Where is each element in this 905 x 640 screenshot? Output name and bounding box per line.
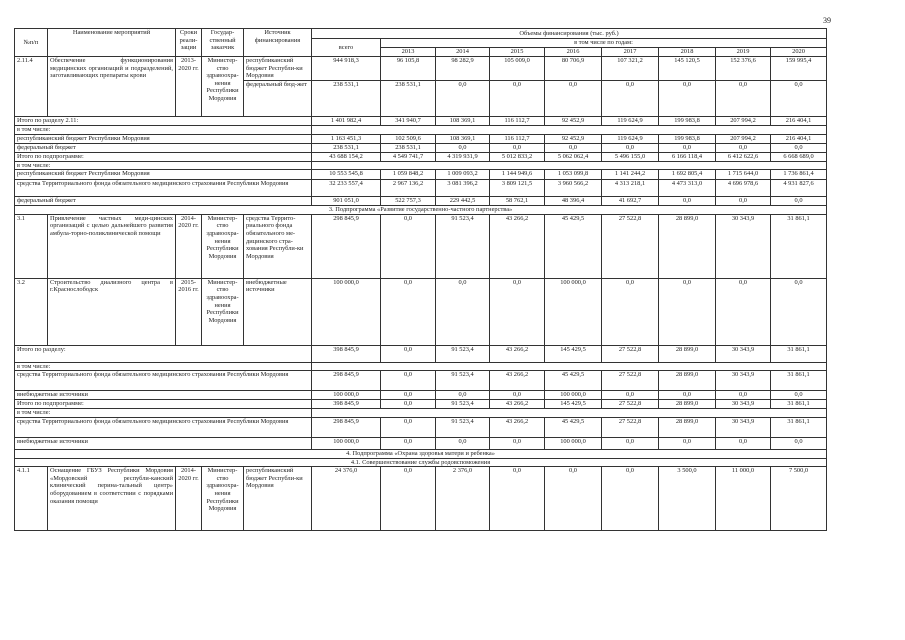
year-value-cell: 100 000,0 — [545, 437, 602, 449]
year-value-cell: 30 343,9 — [716, 400, 771, 409]
year-value-cell: 1 009 093,2 — [436, 170, 490, 180]
year-value-cell: 3 809 121,5 — [490, 180, 545, 197]
year-value-cell: 0,0 — [659, 81, 716, 117]
row-label: в том числе: — [15, 161, 312, 170]
row-label: средства Территориального фонда обязательного медицинского страхования Республики Мордовия — [15, 371, 312, 391]
row-label: Итого по подпрограмме: — [15, 400, 312, 409]
year-value-cell: 4 549 741,7 — [381, 152, 436, 161]
year-value-cell: 6 166 118,4 — [659, 152, 716, 161]
year-value-cell: 28 899,0 — [659, 371, 716, 391]
year-value-cell: 152 376,6 — [716, 57, 771, 81]
total-value-cell: 1 163 451,3 — [312, 134, 381, 143]
item-number: 3.2 — [15, 278, 48, 345]
year-value-cell: 0,0 — [436, 437, 490, 449]
row-label: Итого по подпрограмме: — [15, 152, 312, 161]
year-value-cell: 27 522,8 — [602, 214, 659, 278]
year-value-cell: 0,0 — [602, 278, 659, 345]
year-value-cell: 145 429,5 — [545, 345, 602, 362]
row-label: внебюджетные источники — [15, 391, 312, 400]
item-source: республиканский бюджет Республи-ки Мордовия — [244, 467, 312, 531]
year-value-cell: 0,0 — [381, 417, 436, 437]
year-header: 2015 — [490, 48, 545, 57]
year-value-cell: 5 012 833,2 — [490, 152, 545, 161]
year-value-cell: 116 112,7 — [490, 134, 545, 143]
year-value-cell: 27 522,8 — [602, 417, 659, 437]
col-by-years-header: в том числе по годам: — [381, 39, 827, 48]
year-value-cell: 119 624,9 — [602, 134, 659, 143]
incl-row — [15, 409, 827, 418]
total-value-cell: 944 918,3 — [312, 57, 381, 81]
year-value-cell: 31 861,1 — [771, 400, 827, 409]
row-label: федеральный бюджет — [15, 197, 312, 206]
year-value-cell: 0,0 — [381, 467, 436, 531]
year-value-cell: 2 967 136,2 — [381, 180, 436, 197]
year-value-cell: 4 319 931,9 — [436, 152, 490, 161]
year-value-cell: 145 429,5 — [545, 400, 602, 409]
year-value-cell: 30 343,9 — [716, 214, 771, 278]
row-label: средства Территориального фонда обязательного медицинского страхования Республики Мордовия — [15, 180, 312, 197]
total-value-cell: 398 845,9 — [312, 400, 381, 409]
year-value-cell: 92 452,9 — [545, 117, 602, 126]
item-executor: Министер-ство здравоохра-нения Республики Мордовия — [202, 214, 244, 278]
year-value-cell: 28 899,0 — [659, 345, 716, 362]
year-value-cell: 0,0 — [659, 197, 716, 206]
total-breakdown-row — [15, 391, 827, 400]
col-executor-header: Государ-ственный заказчик — [202, 29, 244, 57]
col-total-header: всего — [312, 39, 381, 57]
total-value-cell: 43 688 154,2 — [312, 152, 381, 161]
year-value-cell: 0,0 — [716, 278, 771, 345]
incl-row — [15, 362, 827, 371]
year-value-cell: 0,0 — [490, 143, 545, 152]
subprogram-title: 4. Подпрограмма «Охрана здоровья матери и ребенка» — [15, 449, 827, 458]
year-value-cell: 0,0 — [490, 391, 545, 400]
year-value-cell: 0,0 — [716, 143, 771, 152]
year-header: 2020 — [771, 48, 827, 57]
row-label: Итого по разделу 2.11: — [15, 117, 312, 126]
year-value-cell: 100 000,0 — [545, 278, 602, 345]
item-source: средства Террито-риального фонда обязательного ме-дицинского стра-хования Республи-ки Мордовия — [244, 214, 312, 278]
year-value-cell: 116 112,7 — [490, 117, 545, 126]
year-value-cell: 0,0 — [436, 278, 490, 345]
year-header: 2013 — [381, 48, 436, 57]
row-label: в том числе: — [15, 409, 312, 418]
year-value-cell: 216 404,1 — [771, 117, 827, 126]
total-value-cell: 238 531,1 — [312, 143, 381, 152]
total-breakdown-row — [15, 371, 827, 391]
row-label: в том числе: — [15, 126, 312, 135]
year-value-cell: 1 692 805,4 — [659, 170, 716, 180]
page-number: 39 — [823, 16, 831, 25]
year-value-cell: 30 343,9 — [716, 417, 771, 437]
total-value-cell: 10 553 545,8 — [312, 170, 381, 180]
year-value-cell: 5 062 062,4 — [545, 152, 602, 161]
section-total-row — [15, 117, 827, 126]
year-value-cell: 0,0 — [771, 197, 827, 206]
empty-cell — [312, 126, 827, 135]
year-value-cell: 238 531,1 — [381, 81, 436, 117]
total-value-cell: 1 401 982,4 — [312, 117, 381, 126]
year-value-cell: 207 994,2 — [716, 117, 771, 126]
year-value-cell: 0,0 — [771, 391, 827, 400]
year-value-cell: 238 531,1 — [381, 143, 436, 152]
year-value-cell: 119 624,9 — [602, 117, 659, 126]
year-value-cell: 1 144 949,6 — [490, 170, 545, 180]
empty-cell — [312, 362, 827, 371]
year-value-cell: 107 321,2 — [602, 57, 659, 81]
year-value-cell: 91 523,4 — [436, 417, 490, 437]
year-value-cell: 0,0 — [381, 278, 436, 345]
col-terms-header: Сроки реали-зации — [176, 29, 202, 57]
row-2-11-4 — [15, 57, 827, 81]
year-value-cell: 0,0 — [490, 437, 545, 449]
year-value-cell: 3 081 396,2 — [436, 180, 490, 197]
year-value-cell: 1 059 848,2 — [381, 170, 436, 180]
year-value-cell: 11 000,0 — [716, 467, 771, 531]
total-breakdown-row — [15, 143, 827, 152]
year-value-cell: 100 000,0 — [545, 391, 602, 400]
item-name: Обеспечение функционирования медицинских организаций и подразделений, заготавливающих препараты крови — [48, 57, 176, 117]
year-value-cell: 0,0 — [490, 278, 545, 345]
year-value-cell: 0,0 — [716, 437, 771, 449]
year-value-cell: 207 994,2 — [716, 134, 771, 143]
incl-row — [15, 161, 827, 170]
year-value-cell: 30 343,9 — [716, 345, 771, 362]
year-value-cell: 0,0 — [659, 437, 716, 449]
section-title-row — [15, 458, 827, 467]
year-value-cell: 0,0 — [436, 81, 490, 117]
subprogram-title: 3. Подпрограмма «Развитие государственно-частного партнерства» — [15, 206, 827, 215]
item-number: 3.1 — [15, 214, 48, 278]
year-value-cell: 5 496 155,0 — [602, 152, 659, 161]
year-value-cell: 31 861,1 — [771, 214, 827, 278]
year-header: 2019 — [716, 48, 771, 57]
year-value-cell: 0,0 — [381, 345, 436, 362]
year-value-cell: 0,0 — [490, 81, 545, 117]
year-value-cell: 43 266,2 — [490, 214, 545, 278]
year-value-cell: 43 266,2 — [490, 345, 545, 362]
year-value-cell: 0,0 — [545, 81, 602, 117]
year-value-cell: 0,0 — [602, 437, 659, 449]
total-value-cell: 298 845,9 — [312, 417, 381, 437]
year-value-cell: 27 522,8 — [602, 371, 659, 391]
year-value-cell: 6 412 622,6 — [716, 152, 771, 161]
year-value-cell: 2 376,0 — [436, 467, 490, 531]
total-value-cell: 238 531,1 — [312, 81, 381, 117]
year-value-cell: 91 523,4 — [436, 371, 490, 391]
total-value-cell: 298 845,9 — [312, 214, 381, 278]
year-value-cell: 1 053 099,8 — [545, 170, 602, 180]
year-value-cell: 41 692,7 — [602, 197, 659, 206]
year-value-cell: 102 509,6 — [381, 134, 436, 143]
year-value-cell: 0,0 — [602, 143, 659, 152]
year-value-cell: 91 523,4 — [436, 400, 490, 409]
year-value-cell: 199 983,8 — [659, 134, 716, 143]
year-value-cell: 4 931 827,6 — [771, 180, 827, 197]
year-value-cell: 0,0 — [381, 400, 436, 409]
year-value-cell: 145 120,5 — [659, 57, 716, 81]
year-value-cell: 0,0 — [381, 391, 436, 400]
year-value-cell: 105 009,0 — [490, 57, 545, 81]
section-title: 4.1. Совершенствование службы родовспоможения — [15, 458, 827, 467]
year-value-cell: 4 313 218,1 — [602, 180, 659, 197]
year-value-cell: 58 762,1 — [490, 197, 545, 206]
year-value-cell: 30 343,9 — [716, 371, 771, 391]
year-value-cell: 96 105,8 — [381, 57, 436, 81]
year-value-cell: 216 404,1 — [771, 134, 827, 143]
total-breakdown-row — [15, 197, 827, 206]
year-value-cell: 43 266,2 — [490, 417, 545, 437]
year-value-cell: 0,0 — [771, 143, 827, 152]
item-source: республиканский бюджет Республи-ки Мордовия — [244, 57, 312, 81]
year-value-cell: 28 899,0 — [659, 214, 716, 278]
total-value-cell: 901 051,0 — [312, 197, 381, 206]
item-terms: 2014-2020 гг. — [176, 214, 202, 278]
empty-cell — [312, 161, 827, 170]
item-executor: Министер-ство здравоохра-нения Республики Мордовия — [202, 278, 244, 345]
row-label: федеральный бюджет — [15, 143, 312, 152]
year-value-cell: 31 861,1 — [771, 371, 827, 391]
item-terms: 2015-2016 гг. — [176, 278, 202, 345]
year-value-cell: 199 983,8 — [659, 117, 716, 126]
year-value-cell: 45 429,5 — [545, 371, 602, 391]
year-value-cell: 3 500,0 — [659, 467, 716, 531]
year-value-cell: 91 523,4 — [436, 345, 490, 362]
item-name: Строительство диализного центра в г.Краснослободск — [48, 278, 176, 345]
empty-cell — [312, 409, 827, 418]
year-value-cell: 0,0 — [716, 391, 771, 400]
total-breakdown-row — [15, 170, 827, 180]
year-value-cell: 0,0 — [771, 278, 827, 345]
item-terms: 2014-2020 гг. — [176, 467, 202, 531]
year-value-cell: 1 736 861,4 — [771, 170, 827, 180]
total-value-cell: 398 845,9 — [312, 345, 381, 362]
year-value-cell: 341 940,7 — [381, 117, 436, 126]
year-value-cell: 43 266,2 — [490, 371, 545, 391]
row-label: в том числе: — [15, 362, 312, 371]
item-number: 4.1.1 — [15, 467, 48, 531]
year-value-cell: 0,0 — [381, 437, 436, 449]
row-label: республиканский бюджет Республики Мордовия — [15, 134, 312, 143]
year-value-cell: 1 715 644,0 — [716, 170, 771, 180]
year-value-cell: 45 429,5 — [545, 417, 602, 437]
item-executor: Министер-ство здравоохра-нения Республики Мордовия — [202, 57, 244, 117]
year-value-cell: 0,0 — [545, 467, 602, 531]
year-value-cell: 31 861,1 — [771, 417, 827, 437]
year-value-cell: 0,0 — [771, 437, 827, 449]
total-breakdown-row — [15, 180, 827, 197]
year-value-cell: 98 282,9 — [436, 57, 490, 81]
total-breakdown-row — [15, 134, 827, 143]
year-value-cell: 108 369,1 — [436, 117, 490, 126]
item-source: федеральный бюд-жет — [244, 81, 312, 117]
year-value-cell: 45 429,5 — [545, 214, 602, 278]
item-name: Привлечение частных меди-цинских организаций с целью дальнейшего развития амбула-торно-поликлинической помощи — [48, 214, 176, 278]
year-value-cell: 0,0 — [436, 391, 490, 400]
total-value-cell: 32 233 557,4 — [312, 180, 381, 197]
total-value-cell: 24 376,0 — [312, 467, 381, 531]
year-value-cell: 27 522,8 — [602, 345, 659, 362]
year-header: 2016 — [545, 48, 602, 57]
section-total-row — [15, 345, 827, 362]
year-value-cell: 0,0 — [545, 143, 602, 152]
year-value-cell: 0,0 — [381, 371, 436, 391]
year-value-cell: 522 757,3 — [381, 197, 436, 206]
row-label: республиканский бюджет Республики Мордовия — [15, 170, 312, 180]
year-value-cell: 31 861,1 — [771, 345, 827, 362]
year-value-cell: 0,0 — [602, 81, 659, 117]
year-value-cell: 0,0 — [490, 467, 545, 531]
year-value-cell: 0,0 — [659, 278, 716, 345]
year-value-cell: 159 995,4 — [771, 57, 827, 81]
row-label: средства Территориального фонда обязательного медицинского страхования Республики Мордовия — [15, 417, 312, 437]
row-3-2 — [15, 278, 827, 345]
col-name-header: Наименование мероприятий — [48, 29, 176, 57]
year-value-cell: 0,0 — [659, 391, 716, 400]
year-value-cell: 43 266,2 — [490, 400, 545, 409]
row-label: Итого по разделу: — [15, 345, 312, 362]
year-value-cell: 0,0 — [771, 81, 827, 117]
item-executor: Министер-ство здравоохра-нения Республики Мордовия — [202, 467, 244, 531]
item-number: 2.11.4 — [15, 57, 48, 117]
row-3-1 — [15, 214, 827, 278]
year-header: 2017 — [602, 48, 659, 57]
year-value-cell: 0,0 — [602, 467, 659, 531]
total-breakdown-row — [15, 437, 827, 449]
row-label: внебюджетные источники — [15, 437, 312, 449]
year-value-cell: 0,0 — [436, 143, 490, 152]
year-value-cell: 28 899,0 — [659, 400, 716, 409]
total-value-cell: 298 845,9 — [312, 371, 381, 391]
header-row-1 — [15, 29, 827, 39]
total-value-cell: 100 000,0 — [312, 437, 381, 449]
year-header: 2018 — [659, 48, 716, 57]
year-value-cell: 0,0 — [716, 81, 771, 117]
year-value-cell: 0,0 — [659, 143, 716, 152]
item-name: Оснащение ГБУЗ Республики Мордовия «Мордовский республи-канский клинический перина-тальный центр» оборудованием в соответствии с порядками оказания помощи — [48, 467, 176, 531]
total-value-cell: 100 000,0 — [312, 391, 381, 400]
subprogram-title-row — [15, 449, 827, 458]
year-header: 2014 — [436, 48, 490, 57]
year-value-cell: 27 522,8 — [602, 400, 659, 409]
year-value-cell: 6 668 689,0 — [771, 152, 827, 161]
item-source: внебюджетные источники — [244, 278, 312, 345]
subprogram-title-row — [15, 206, 827, 215]
incl-row — [15, 126, 827, 135]
item-terms: 2013-2020 гг. — [176, 57, 202, 117]
year-value-cell: 7 500,0 — [771, 467, 827, 531]
year-value-cell: 0,0 — [716, 197, 771, 206]
year-value-cell: 91 523,4 — [436, 214, 490, 278]
year-value-cell: 92 452,9 — [545, 134, 602, 143]
year-value-cell: 229 442,5 — [436, 197, 490, 206]
year-value-cell: 1 141 244,2 — [602, 170, 659, 180]
row-4-1-1 — [15, 467, 827, 531]
col-num-header: №п/п — [15, 29, 48, 57]
year-value-cell: 4 473 313,0 — [659, 180, 716, 197]
year-value-cell: 28 899,0 — [659, 417, 716, 437]
total-value-cell: 100 000,0 — [312, 278, 381, 345]
year-value-cell: 48 396,4 — [545, 197, 602, 206]
year-value-cell: 108 369,1 — [436, 134, 490, 143]
year-value-cell: 3 960 566,2 — [545, 180, 602, 197]
financing-table — [14, 28, 827, 531]
col-volumes-header: Объемы финансирования (тыс. руб.) — [312, 29, 827, 39]
year-value-cell: 0,0 — [602, 391, 659, 400]
subprogram-total-row — [15, 152, 827, 161]
year-value-cell: 80 706,9 — [545, 57, 602, 81]
year-value-cell: 4 696 978,6 — [716, 180, 771, 197]
year-value-cell: 0,0 — [381, 214, 436, 278]
subprogram-total-row — [15, 400, 827, 409]
col-source-header: Источник финансирования — [244, 29, 312, 57]
total-breakdown-row — [15, 417, 827, 437]
